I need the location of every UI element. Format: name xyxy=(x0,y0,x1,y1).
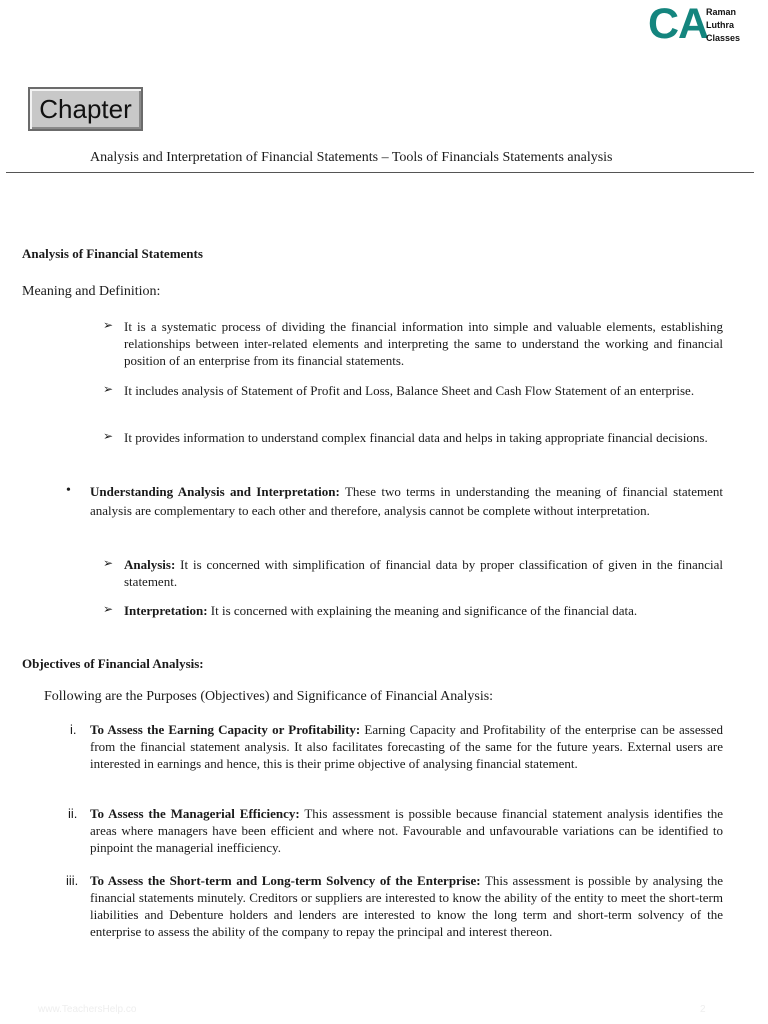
round-bullet-icon: • xyxy=(66,483,71,498)
arrow-bullet-icon: ➢ xyxy=(103,429,114,443)
objective-item xyxy=(90,872,723,940)
header-divider xyxy=(6,172,754,173)
section-intro: Following are the Purposes (Objectives) and Significance of Financial Analysis: xyxy=(44,689,494,704)
arrow-bullet-icon: ➢ xyxy=(103,556,114,570)
objective-item xyxy=(90,721,723,772)
sub-bullet-body: It is concerned with simplification of financial data by proper classification of given in the financial statement. xyxy=(124,557,723,589)
section-heading: Analysis of Financial Statements xyxy=(22,246,203,261)
understanding-paragraph xyxy=(90,482,723,520)
section-heading: Objectives of Financial Analysis: xyxy=(22,656,204,671)
footer-watermark: www.TeachersHelp.co xyxy=(38,1004,137,1015)
objective-text: This assessment is possible because financial statement analysis identifies the areas where managers have been efficient and where not. Favourable and unfavourable variations can be identified to pinpoint the managerial inefficiency. xyxy=(90,806,724,855)
page-number: 2 xyxy=(700,1004,706,1015)
bullet-text: It is a systematic process of dividing the financial information into simple and valuable elements, establishing relationships between inter-related elements and interpreting the same to understand the working and financial position of an enterprise from its financial statements. xyxy=(124,319,723,368)
chapter-subtitle: Analysis and Interpretation of Financial Statements – Tools of Financials Statements analysis xyxy=(90,150,613,165)
sub-bullet-lead: Analysis: xyxy=(124,557,176,572)
understanding-text: These two terms in understanding the meaning of financial statement analysis are complementary to each other and therefore, analysis cannot be complete without interpretation. xyxy=(90,484,723,518)
sub-bullet-body: It is concerned with explaining the meaning and significance of the financial data. xyxy=(207,603,638,618)
list-number: iii. xyxy=(66,873,79,888)
chapter-label: Chapter xyxy=(28,87,143,131)
objective-item xyxy=(90,805,723,856)
bullet-text: It provides information to understand complex financial data and helps in taking appropriate financial decisions. xyxy=(124,430,708,445)
arrow-bullet-icon: ➢ xyxy=(103,382,114,396)
objective-lead: To Assess the Short-term and Long-term Solvency of the Enterprise: xyxy=(90,873,481,888)
sub-bullet-text xyxy=(124,602,723,619)
logo-words xyxy=(706,6,740,45)
objective-text: This assessment is possible by analysing the financial statements minutely. Creditors or suppliers are interested to know the ability of the entity to meet the short-term liabilities and Debenture holders and lenders are interested to know the long term and short-term solvency of the enterprise to assess the ability of the company to repay the principal and interest thereon. xyxy=(90,873,723,939)
objective-lead: To Assess the Earning Capacity or Profitability: xyxy=(90,722,361,737)
logo-word: Luthra xyxy=(706,20,734,30)
objective-text: Earning Capacity and Profitability of the enterprise can be assessed from the financial statement analysis. It also facilitates forecasting of the same for the future years. External users are interested in earnings and hence, this is their prime objective of analysing financial statement. xyxy=(90,722,723,771)
section-subheading: Meaning and Definition: xyxy=(22,284,161,299)
arrow-bullet-icon: ➢ xyxy=(103,318,114,332)
logo-mark: CA xyxy=(648,0,709,48)
list-number: i. xyxy=(70,722,77,737)
sub-bullet-lead: Interpretation: xyxy=(124,603,208,618)
sub-bullet-text xyxy=(124,556,723,590)
logo-word: Classes xyxy=(706,33,741,43)
list-number: ii. xyxy=(68,806,78,821)
objective-lead: To Assess the Managerial Efficiency: xyxy=(90,806,300,821)
logo-word: Raman xyxy=(706,7,737,17)
understanding-lead: Understanding Analysis and Interpretation: xyxy=(90,484,340,499)
company-logo xyxy=(648,0,764,48)
bullet-text: It includes analysis of Statement of Profit and Loss, Balance Sheet and Cash Flow Statement of an enterprise. xyxy=(124,383,695,398)
arrow-bullet-icon: ➢ xyxy=(103,602,114,616)
